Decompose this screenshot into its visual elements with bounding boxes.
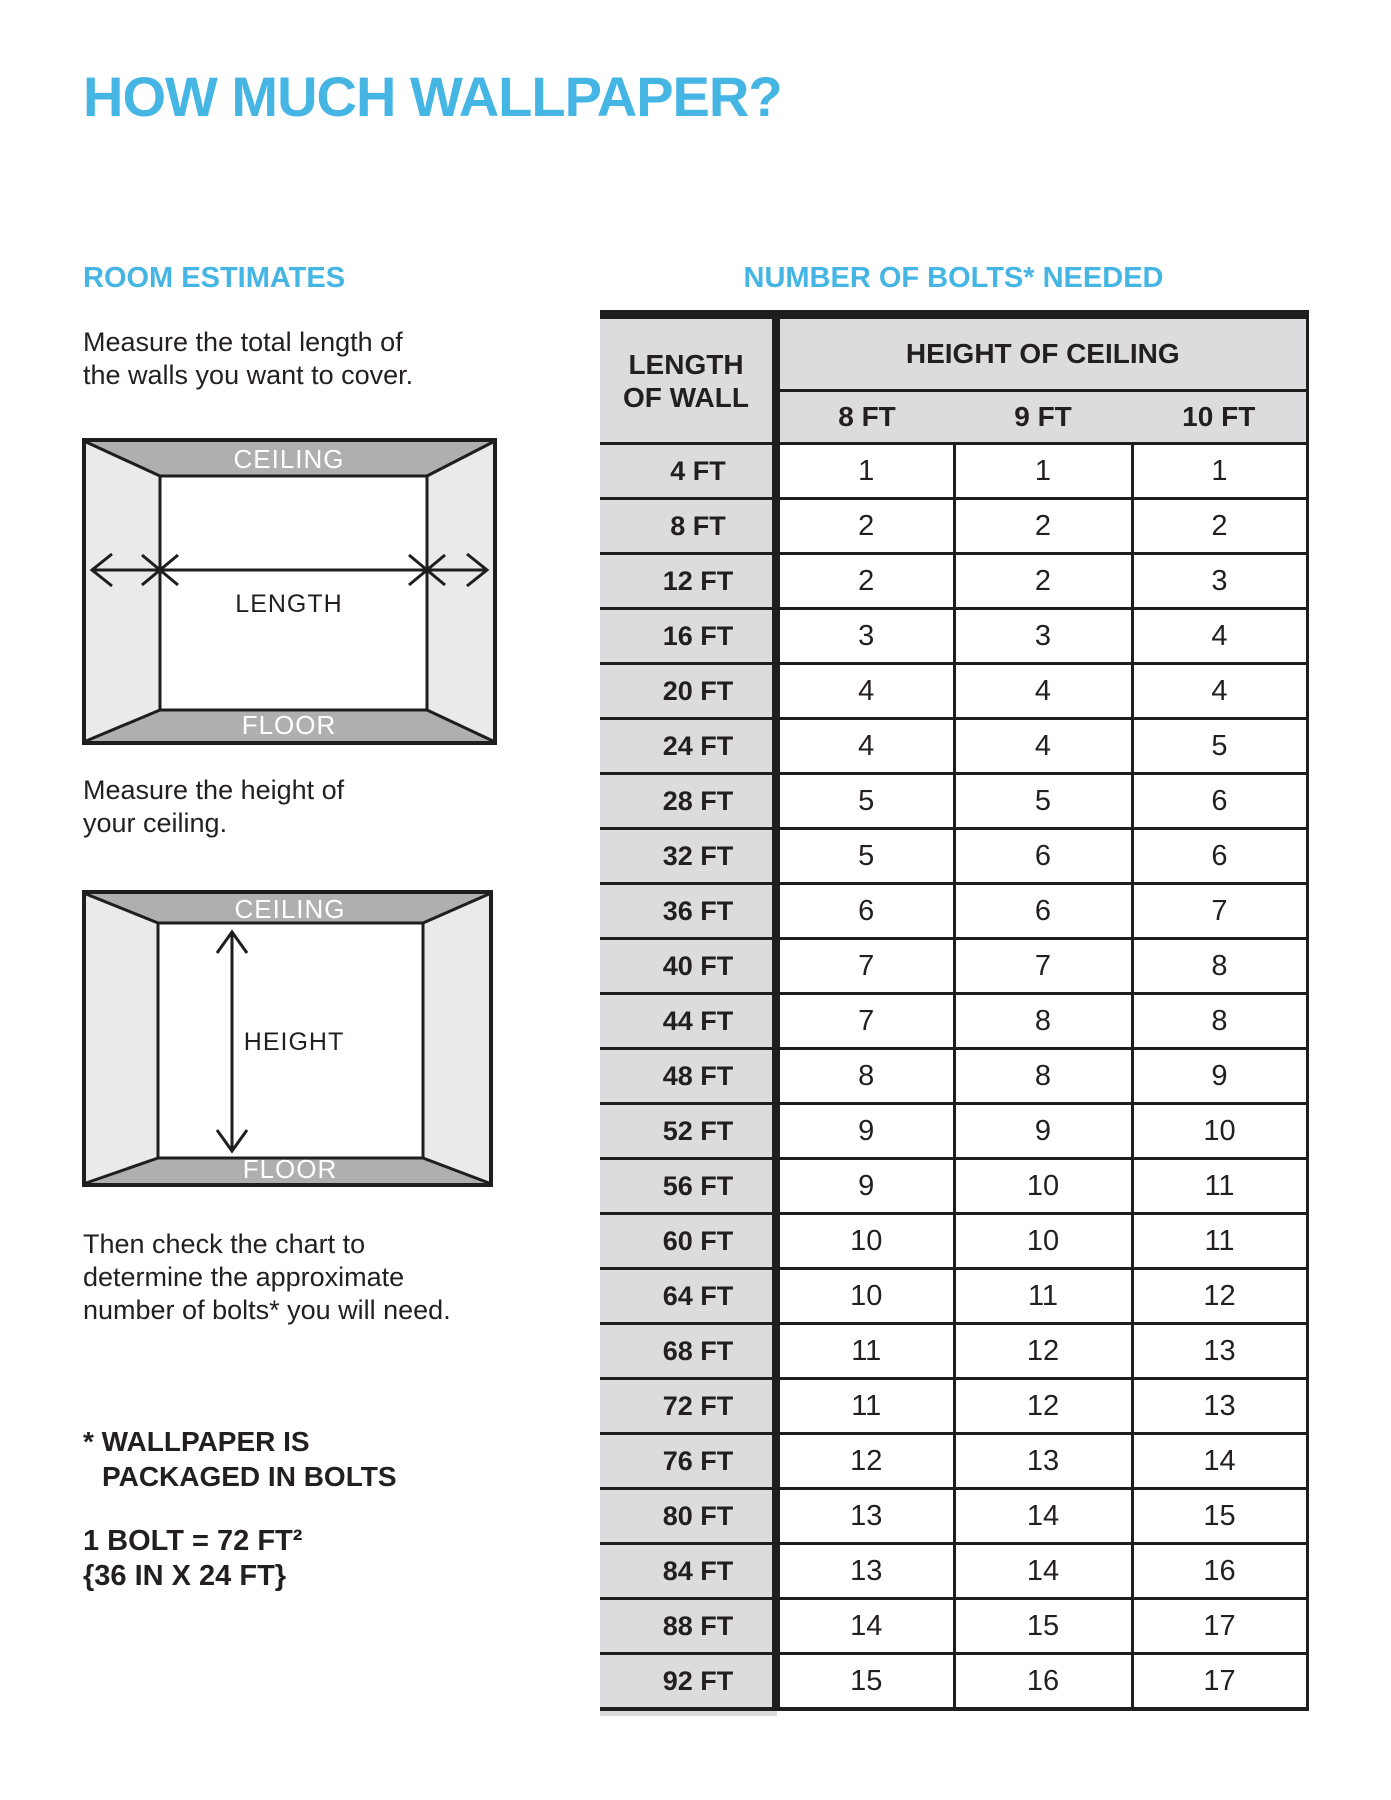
bolts-value-cell: 12 (776, 1434, 954, 1489)
bolts-value-cell: 13 (1132, 1379, 1307, 1434)
wall-length-cell: 44 FT (600, 994, 776, 1049)
step3-line3: number of bolts* you will need. (83, 1295, 451, 1325)
table-row (600, 1269, 1307, 1324)
footnote-line1: * WALLPAPER IS (83, 1426, 310, 1457)
step1-line1: Measure the total length of (83, 327, 403, 357)
bolts-value-cell: 1 (1132, 444, 1307, 499)
wall-length-cell: 60 FT (600, 1214, 776, 1269)
bolts-value-cell: 14 (954, 1489, 1132, 1544)
bolts-value-cell: 10 (776, 1269, 954, 1324)
bolts-value-cell: 6 (776, 884, 954, 939)
wall-length-cell: 8 FT (600, 499, 776, 554)
bolts-value-cell: 9 (776, 1159, 954, 1214)
table-row (600, 1159, 1307, 1214)
height-of-ceiling-header: HEIGHT OF CEILING (776, 315, 1307, 391)
wall-length-cell: 16 FT (600, 609, 776, 664)
bolts-value-cell: 13 (776, 1489, 954, 1544)
table-row (600, 1379, 1307, 1434)
height-label: HEIGHT (243, 1028, 345, 1056)
bolts-value-cell: 10 (954, 1159, 1132, 1214)
bolts-value-cell: 8 (776, 1049, 954, 1104)
bolts-value-cell: 3 (954, 609, 1132, 664)
bolts-value-cell: 14 (954, 1544, 1132, 1599)
left-wall (86, 442, 160, 741)
table-row (600, 774, 1307, 829)
wall-length-cell: 40 FT (600, 939, 776, 994)
bolts-value-cell: 12 (954, 1324, 1132, 1379)
table-row (600, 1214, 1307, 1269)
bolts-value-cell: 7 (1132, 884, 1307, 939)
wall-length-cell: 88 FT (600, 1599, 776, 1654)
bolts-value-cell: 5 (776, 774, 954, 829)
bolts-value-cell: 4 (1132, 609, 1307, 664)
bolts-value-cell: 7 (776, 939, 954, 994)
bolts-value-cell: 2 (776, 554, 954, 609)
bolts-value-cell: 9 (954, 1104, 1132, 1159)
right-wall (423, 894, 489, 1183)
table-row (600, 994, 1307, 1049)
bolts-value-cell: 17 (1132, 1599, 1307, 1654)
table-row (600, 1599, 1307, 1654)
table-row (600, 1104, 1307, 1159)
floor-label: FLOOR (241, 710, 337, 740)
right-wall (427, 442, 493, 741)
bolts-value-cell: 11 (1132, 1214, 1307, 1269)
bolts-value-cell: 6 (1132, 774, 1307, 829)
bolts-value-cell: 16 (954, 1654, 1132, 1710)
bolts-value-cell: 8 (954, 1049, 1132, 1104)
table-row (600, 499, 1307, 554)
left-wall (86, 894, 158, 1183)
table-row (600, 829, 1307, 884)
bolts-value-cell: 4 (954, 664, 1132, 719)
bolts-table-header (600, 315, 1307, 444)
bolt-definition-line2: {36 IN X 24 FT} (83, 1560, 287, 1592)
ceiling-height-10ft-header: 10 FT (1132, 391, 1307, 444)
step1-line2: the walls you want to cover. (83, 360, 414, 390)
wall-length-cell: 84 FT (600, 1544, 776, 1599)
step1-text (83, 326, 413, 392)
table-row (600, 1324, 1307, 1379)
step3-text (83, 1228, 451, 1327)
step2-line2: your ceiling. (83, 808, 228, 838)
length-label: LENGTH (235, 590, 343, 618)
bolts-value-cell: 3 (776, 609, 954, 664)
table-row (600, 939, 1307, 994)
wall-length-cell: 68 FT (600, 1324, 776, 1379)
length-header-line1: LENGTH (628, 348, 744, 380)
bolt-definition-line1: 1 BOLT = 72 FT² (83, 1525, 303, 1557)
bolts-value-cell: 8 (1132, 939, 1307, 994)
table-row (600, 444, 1307, 499)
step2-text (83, 774, 344, 840)
bolts-value-cell: 15 (1132, 1489, 1307, 1544)
bolts-value-cell: 1 (954, 444, 1132, 499)
table-row (600, 719, 1307, 774)
wall-length-cell: 52 FT (600, 1104, 776, 1159)
bolts-value-cell: 7 (954, 939, 1132, 994)
floor-label: FLOOR (242, 1154, 338, 1184)
wall-length-cell: 32 FT (600, 829, 776, 884)
bolts-value-cell: 16 (1132, 1544, 1307, 1599)
step2-line1: Measure the height of (83, 775, 345, 805)
bolts-needed-heading: NUMBER OF BOLTS* NEEDED (743, 262, 1164, 294)
bolts-value-cell: 2 (954, 554, 1132, 609)
bolts-value-cell: 11 (776, 1324, 954, 1379)
bolts-value-cell: 6 (1132, 829, 1307, 884)
page-title: HOW MUCH WALLPAPER? (83, 65, 782, 128)
bolts-value-cell: 2 (954, 499, 1132, 554)
table-row (600, 609, 1307, 664)
wall-length-cell: 48 FT (600, 1049, 776, 1104)
step3-line2: determine the approximate (83, 1262, 405, 1292)
table-row (600, 1049, 1307, 1104)
bolts-value-cell: 13 (776, 1544, 954, 1599)
bolts-value-cell: 7 (776, 994, 954, 1049)
bolts-value-cell: 14 (776, 1599, 954, 1654)
wall-length-cell: 4 FT (600, 444, 776, 499)
bolts-value-cell: 5 (954, 774, 1132, 829)
table-row (600, 664, 1307, 719)
ceiling-height-8ft-header: 8 FT (776, 391, 954, 444)
table-row (600, 1489, 1307, 1544)
table-row (600, 1544, 1307, 1599)
wall-length-cell: 28 FT (600, 774, 776, 829)
bolts-value-cell: 2 (776, 499, 954, 554)
bolts-value-cell: 13 (954, 1434, 1132, 1489)
bolts-value-cell: 8 (1132, 994, 1307, 1049)
bolts-value-cell: 6 (954, 884, 1132, 939)
bolts-value-cell: 10 (1132, 1104, 1307, 1159)
bolts-value-cell: 6 (954, 829, 1132, 884)
wall-length-cell: 36 FT (600, 884, 776, 939)
bolts-table (600, 310, 1309, 1711)
wall-length-cell: 72 FT (600, 1379, 776, 1434)
bolts-value-cell: 13 (1132, 1324, 1307, 1379)
wall-length-cell: 56 FT (600, 1159, 776, 1214)
footnote-line2: PACKAGED IN BOLTS (102, 1461, 397, 1492)
bolts-value-cell: 15 (954, 1599, 1132, 1654)
height-diagram (82, 890, 493, 1187)
bolts-value-cell: 3 (1132, 554, 1307, 609)
bolts-value-cell: 4 (1132, 664, 1307, 719)
bolts-value-cell: 10 (776, 1214, 954, 1269)
bolts-footnote (83, 1424, 397, 1494)
bolts-value-cell: 1 (776, 444, 954, 499)
bolts-value-cell: 11 (954, 1269, 1132, 1324)
bolts-value-cell: 14 (1132, 1434, 1307, 1489)
bolts-value-cell: 15 (776, 1654, 954, 1710)
bolts-value-cell: 12 (1132, 1269, 1307, 1324)
table-row (600, 884, 1307, 939)
bolts-value-cell: 8 (954, 994, 1132, 1049)
length-of-wall-header (600, 315, 776, 444)
bolts-value-cell: 2 (1132, 499, 1307, 554)
ceiling-label: CEILING (234, 894, 346, 924)
ceiling-height-9ft-header: 9 FT (954, 391, 1132, 444)
table-row (600, 1654, 1307, 1710)
bolts-value-cell: 4 (776, 719, 954, 774)
bolts-value-cell: 9 (1132, 1049, 1307, 1104)
wall-length-cell: 12 FT (600, 554, 776, 609)
bolt-definition (83, 1524, 302, 1594)
length-header-line2: OF WALL (623, 381, 749, 413)
ceiling-label: CEILING (233, 444, 345, 474)
wall-length-cell: 76 FT (600, 1434, 776, 1489)
bolts-value-cell: 5 (1132, 719, 1307, 774)
table-row (600, 1434, 1307, 1489)
bolts-value-cell: 9 (776, 1104, 954, 1159)
wall-length-cell: 64 FT (600, 1269, 776, 1324)
bolts-value-cell: 4 (776, 664, 954, 719)
table-row (600, 554, 1307, 609)
bolts-value-cell: 4 (954, 719, 1132, 774)
bolts-value-cell: 17 (1132, 1654, 1307, 1710)
length-diagram (82, 438, 497, 745)
wall-length-cell: 92 FT (600, 1654, 776, 1710)
wall-length-cell: 80 FT (600, 1489, 776, 1544)
bolts-value-cell: 11 (776, 1379, 954, 1434)
step3-line1: Then check the chart to (83, 1229, 366, 1259)
bolts-value-cell: 5 (776, 829, 954, 884)
bolts-value-cell: 10 (954, 1214, 1132, 1269)
bolts-value-cell: 12 (954, 1379, 1132, 1434)
wall-length-cell: 20 FT (600, 664, 776, 719)
bolts-table-body (600, 444, 1307, 1710)
room-estimates-heading: ROOM ESTIMATES (83, 262, 346, 294)
wall-length-cell: 24 FT (600, 719, 776, 774)
bolts-value-cell: 11 (1132, 1159, 1307, 1214)
